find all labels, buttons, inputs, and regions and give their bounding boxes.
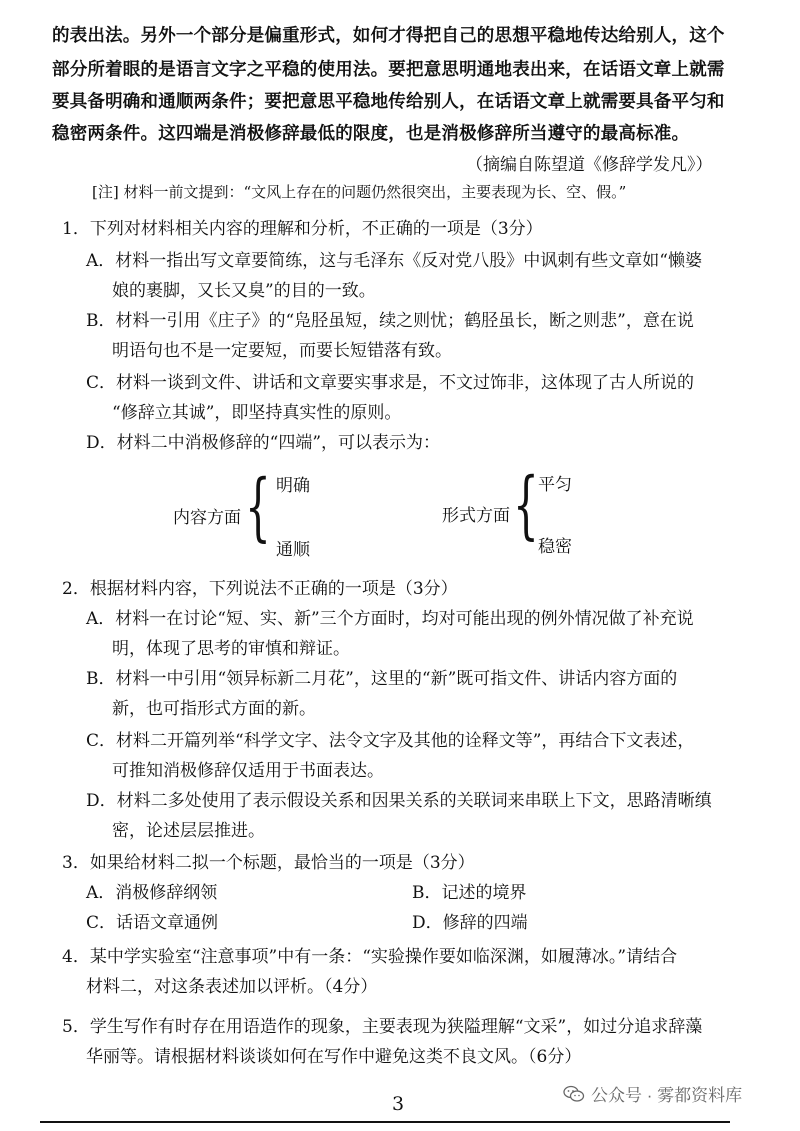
q1-option-d-line1: D．材料二中消极修辞的“四端”，可以表示为：	[86, 433, 441, 453]
q3-option-b: B．记述的境界	[412, 883, 527, 903]
q4-line1: 4．某中学实验室“注意事项”中有一条：“实验操作要如临深渊，如履薄冰。”请结合	[62, 947, 678, 967]
diagram-clarity: 明确	[276, 476, 310, 496]
material-line-4: 稳密两条件。这四端是消极修辞最低的限度，也是消极修辞所当遵守的最高标准。	[52, 124, 690, 144]
q1-stem: 1．下列对材料相关内容的理解和分析，不正确的一项是（3分）	[62, 219, 543, 239]
footer-rule	[40, 1121, 730, 1123]
diagram-form-label: 形式方面	[442, 506, 510, 526]
q2-option-d-line2: 密，论述层层推进。	[112, 821, 265, 841]
wechat-icon	[563, 1085, 585, 1103]
material-line-1: 的表出法。另外一个部分是偏重形式，如何才得把自己的思想平稳地传达给别人，这个	[52, 26, 725, 46]
q2-option-d-line1: D．材料二多处使用了表示假设关系和因果关系的关联词来串联上下文，思路清晰缜	[86, 791, 712, 811]
q4-line2: 材料二，对这条表述加以评析。（4分）	[86, 977, 378, 997]
right-brace-icon: {	[513, 462, 539, 548]
q2-option-b-line1: B．材料一中引用“领异标新二月花”，这里的“新”既可指文件、讲话内容方面的	[86, 669, 678, 689]
q2-option-a-line1: A．材料一在讨论“短、实、新”三个方面时，均对可能出现的例外情况做了补充说	[86, 609, 694, 629]
material-source: （摘编自陈望道《修辞学发凡》）	[466, 155, 713, 175]
q3-option-a: A．消极修辞纲领	[86, 883, 218, 903]
page-number: 3	[392, 1093, 405, 1115]
diagram-content-label: 内容方面	[173, 508, 241, 528]
q2-option-b-line2: 新，也可指形式方面的新。	[112, 699, 316, 719]
watermark-text: 公众号 · 雾都资料库	[591, 1086, 743, 1105]
q2-option-c-line2: 可推知消极修辞仅适用于书面表达。	[112, 761, 384, 781]
left-brace-icon: {	[245, 464, 271, 550]
q1-option-a-line2: 娘的裹脚，又长又臭”的目的一致。	[112, 281, 376, 301]
q2-stem: 2．根据材料内容，下列说法不正确的一项是（3分）	[62, 579, 458, 599]
q1-option-b-line1: B．材料一引用《庄子》的“凫胫虽短，续之则忧；鹤胫虽长，断之则悲”，意在说	[86, 311, 694, 331]
q3-option-d: D．修辞的四端	[412, 913, 528, 933]
material-line-2: 部分所着眼的是语言文字之平稳的使用法。要把意思明通地表出来，在话语文章上就需	[52, 60, 725, 80]
q1-option-c-line2: “修辞立其诚”，即坚持真实性的原则。	[112, 403, 402, 423]
q3-option-c: C．话语文章通例	[86, 913, 219, 933]
q5-line2: 华丽等。请根据材料谈谈如何在写作中避免这类不良文风。（6分）	[86, 1047, 582, 1067]
note: [注] 材料一前文提到：“文风上存在的问题仍然很突出，主要表现为长、空、假。”	[92, 183, 627, 201]
q1-option-c-line1: C．材料一谈到文件、讲话和文章要实事求是，不文过饰非，这体现了古人所说的	[86, 373, 695, 393]
q1-option-b-line2: 明语句也不是一定要短，而要长短错落有致。	[112, 341, 452, 361]
q3-stem: 3．如果给材料二拟一个标题，最恰当的一项是（3分）	[62, 853, 475, 873]
diagram-evenness: 平匀	[538, 475, 572, 495]
watermark	[563, 1081, 742, 1106]
q5-line1: 5．学生写作有时存在用语造作的现象，主要表现为狭隘理解“文采”，如过分追求辞藻	[62, 1017, 703, 1037]
diagram-closeness: 稳密	[538, 537, 572, 557]
material-line-3: 要具备明确和通顺两条件；要把意思平稳地传给别人，在话语文章上就需要具备平匀和	[52, 92, 725, 112]
q2-option-c-line1: C．材料二开篇列举“科学文字、法令文字及其他的诠释文等”，再结合下文表述，	[86, 731, 695, 751]
q2-option-a-line2: 明，体现了思考的审慎和辩证。	[112, 639, 350, 659]
diagram-fluency: 通顺	[276, 540, 310, 560]
q1-option-a-line1: A．材料一指出写文章要简练，这与毛泽东《反对党八股》中讽刺有些文章如“懒婆	[86, 251, 702, 271]
